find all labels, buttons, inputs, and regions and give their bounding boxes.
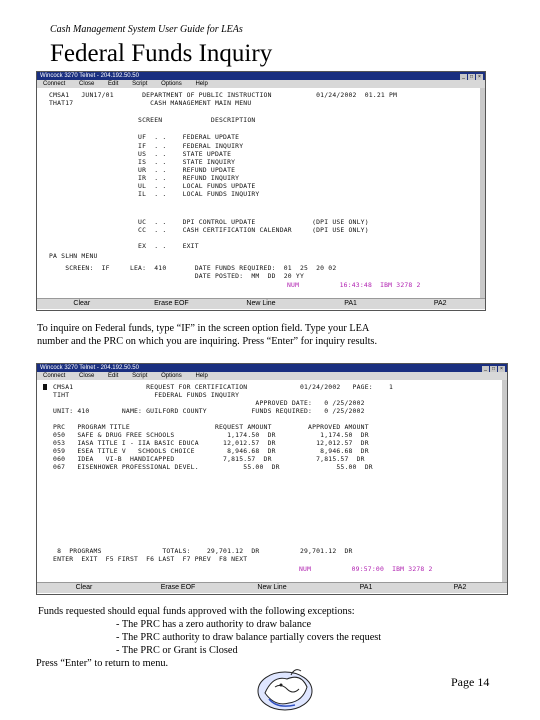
screen-line: UF . . FEDERAL UPDATE bbox=[49, 133, 240, 141]
instruction-line: number and the PRC on which you are inquiring. Press “Enter” for inquiry results. bbox=[37, 336, 378, 347]
menu-options[interactable]: Options bbox=[161, 81, 182, 87]
table-row: 059 ESEA TITLE V SCHOOLS CHOICE 8,946.68 DR 8,946.68 DR bbox=[49, 447, 369, 455]
screen-line: CMSA1 JUN17/01 DEPARTMENT OF PUBLIC INSTRUCTION 01/24/2002 01.21 PM bbox=[49, 91, 398, 99]
terminal-window-federal-inquiry bbox=[36, 363, 508, 595]
exception-item: - The PRC has a zero authority to draw balance bbox=[116, 619, 312, 630]
terminal-window-main-menu bbox=[36, 71, 486, 311]
instruction-paragraph bbox=[37, 322, 377, 348]
page-title: Federal Funds Inquiry bbox=[50, 40, 273, 67]
screen-line: THAT17 CASH MANAGEMENT MAIN MENU bbox=[49, 99, 252, 107]
screen-line: UC . . DPI CONTROL UPDATE (DPI USE ONLY) bbox=[49, 218, 369, 226]
vertical-scrollbar[interactable] bbox=[480, 88, 485, 298]
instruction-line: To inquire on Federal funds, type “IF” in the screen option field. Type your LEA bbox=[37, 323, 370, 334]
menu-close[interactable]: Close bbox=[79, 373, 95, 379]
maximize-icon[interactable]: □ bbox=[491, 366, 496, 372]
menu-bar bbox=[37, 372, 507, 380]
pa2-button[interactable]: PA2 bbox=[433, 300, 447, 307]
close-icon[interactable]: × bbox=[498, 366, 505, 372]
screen-line: IS . . STATE INQUIRY bbox=[49, 158, 236, 166]
screen-line: DATE POSTED: MM DD 20 YY bbox=[49, 272, 304, 280]
window-title-bar bbox=[37, 72, 485, 80]
new-line-button[interactable]: New Line bbox=[246, 300, 276, 307]
vertical-scrollbar[interactable] bbox=[502, 380, 507, 582]
screen-line: UNIT: 410 NAME: GUILFORD COUNTY FUNDS REQUIRED: 0 /25/2002 bbox=[49, 407, 365, 415]
close-icon[interactable]: × bbox=[476, 74, 483, 80]
exception-item: - The PRC authority to draw balance partially covers the request bbox=[116, 632, 382, 643]
document-header: Cash Management System User Guide for LEAs bbox=[50, 24, 243, 35]
page-number: Page 14 bbox=[451, 675, 490, 689]
screen-line: TIHT FEDERAL FUNDS INQUIRY bbox=[49, 391, 240, 399]
menu-connect[interactable]: Connect bbox=[43, 81, 66, 87]
pa1-button[interactable]: PA1 bbox=[359, 584, 373, 591]
screen-line: CC . . CASH CERTIFICATION CALENDAR (DPI USE ONLY) bbox=[49, 226, 369, 234]
clear-button[interactable]: Clear bbox=[73, 300, 91, 307]
erase-eof-button[interactable]: Erase EOF bbox=[154, 300, 189, 307]
screen-line: PA SLHN MENU bbox=[49, 252, 98, 260]
minimize-icon[interactable]: _ bbox=[460, 74, 467, 80]
status-line: NUM 16:43:48 IBM 3278 2 bbox=[287, 281, 421, 289]
erase-eof-button[interactable]: Erase EOF bbox=[160, 584, 196, 591]
menu-connect[interactable]: Connect bbox=[43, 373, 66, 379]
pf-keys-line: ENTER EXIT F5 FIRST F6 LAST F7 PREV F8 NEXT bbox=[49, 555, 248, 563]
menu-script[interactable]: Script bbox=[132, 81, 148, 87]
return-instruction: Press “Enter” to return to menu. bbox=[36, 658, 169, 669]
cursor-block bbox=[43, 384, 47, 390]
minimize-icon[interactable]: _ bbox=[482, 366, 489, 372]
screen-line: EX . . EXIT bbox=[49, 242, 199, 250]
mascot-logo-icon bbox=[255, 663, 317, 713]
menu-options[interactable]: Options bbox=[161, 373, 182, 379]
status-line: NUM 09:57:00 IBM 3278 2 bbox=[299, 565, 433, 573]
terminal-screen[interactable] bbox=[37, 88, 485, 298]
menu-help[interactable]: Help bbox=[195, 81, 208, 87]
function-key-bar bbox=[37, 298, 485, 309]
totals-line: 8 PROGRAMS TOTALS: 29,701.12 DR 29,701.12 DR bbox=[49, 547, 353, 555]
menu-edit[interactable]: Edit bbox=[108, 81, 119, 87]
screen-line: IF . . FEDERAL INQUIRY bbox=[49, 142, 244, 150]
table-row: 050 SAFE & DRUG FREE SCHOOLS 1,174.50 DR 1,174.50 DR bbox=[49, 431, 369, 439]
exceptions-intro: Funds requested should equal funds approved with the following exceptions: bbox=[38, 606, 355, 617]
menu-help[interactable]: Help bbox=[195, 373, 208, 379]
new-line-button[interactable]: New Line bbox=[257, 584, 287, 591]
table-row: 067 EISENHOWER PROFESSIONAL DEVEL. 55.00 DR 55.00 DR bbox=[49, 463, 373, 471]
window-title: Wincock 3270 Telnet - 204.192.50.50 bbox=[40, 365, 139, 371]
pa2-button[interactable]: PA2 bbox=[453, 584, 467, 591]
maximize-icon[interactable]: □ bbox=[469, 74, 474, 80]
screen-line: UR . . REFUND UPDATE bbox=[49, 166, 236, 174]
screen-line: APPROVED DATE: 0 /25/2002 bbox=[49, 399, 365, 407]
screen-line: UL . . LOCAL FUNDS UPDATE bbox=[49, 182, 256, 190]
menu-bar bbox=[37, 80, 485, 88]
screen-line: SCREEN DESCRIPTION bbox=[49, 116, 256, 124]
screen-option-line[interactable]: SCREEN: IF LEA: 410 DATE FUNDS REQUIRED: 01 25 20 02 bbox=[49, 264, 337, 272]
terminal-screen[interactable] bbox=[37, 380, 507, 582]
window-title-bar bbox=[37, 364, 507, 372]
window-title: Wincock 3270 Telnet - 204.192.50.50 bbox=[40, 73, 139, 79]
screen-line: US . . STATE UPDATE bbox=[49, 150, 232, 158]
table-header: PRC PROGRAM TITLE REQUEST AMOUNT APPROVED AMOUNT bbox=[49, 423, 369, 431]
exception-item: - The PRC or Grant is Closed bbox=[116, 645, 238, 656]
menu-close[interactable]: Close bbox=[79, 81, 95, 87]
table-row: 053 IASA TITLE I - IIA BASIC EDUCA 12,012.57 DR 12,012.57 DR bbox=[49, 439, 369, 447]
function-key-bar bbox=[37, 582, 507, 593]
menu-edit[interactable]: Edit bbox=[108, 373, 119, 379]
exceptions-paragraph bbox=[38, 605, 381, 670]
menu-script[interactable]: Script bbox=[132, 373, 148, 379]
screen-line: CMSA1 REQUEST FOR CERTIFICATION 01/24/2002 PAGE: 1 bbox=[49, 383, 394, 391]
screen-line: IL . . LOCAL FUNDS INQUIRY bbox=[49, 190, 260, 198]
screen-line: IR . . REFUND INQUIRY bbox=[49, 174, 240, 182]
clear-button[interactable]: Clear bbox=[75, 584, 93, 591]
pa1-button[interactable]: PA1 bbox=[344, 300, 357, 307]
table-row: 060 IDEA VI-B HANDICAPPED 7,815.57 DR 7,815.57 DR bbox=[49, 455, 365, 463]
